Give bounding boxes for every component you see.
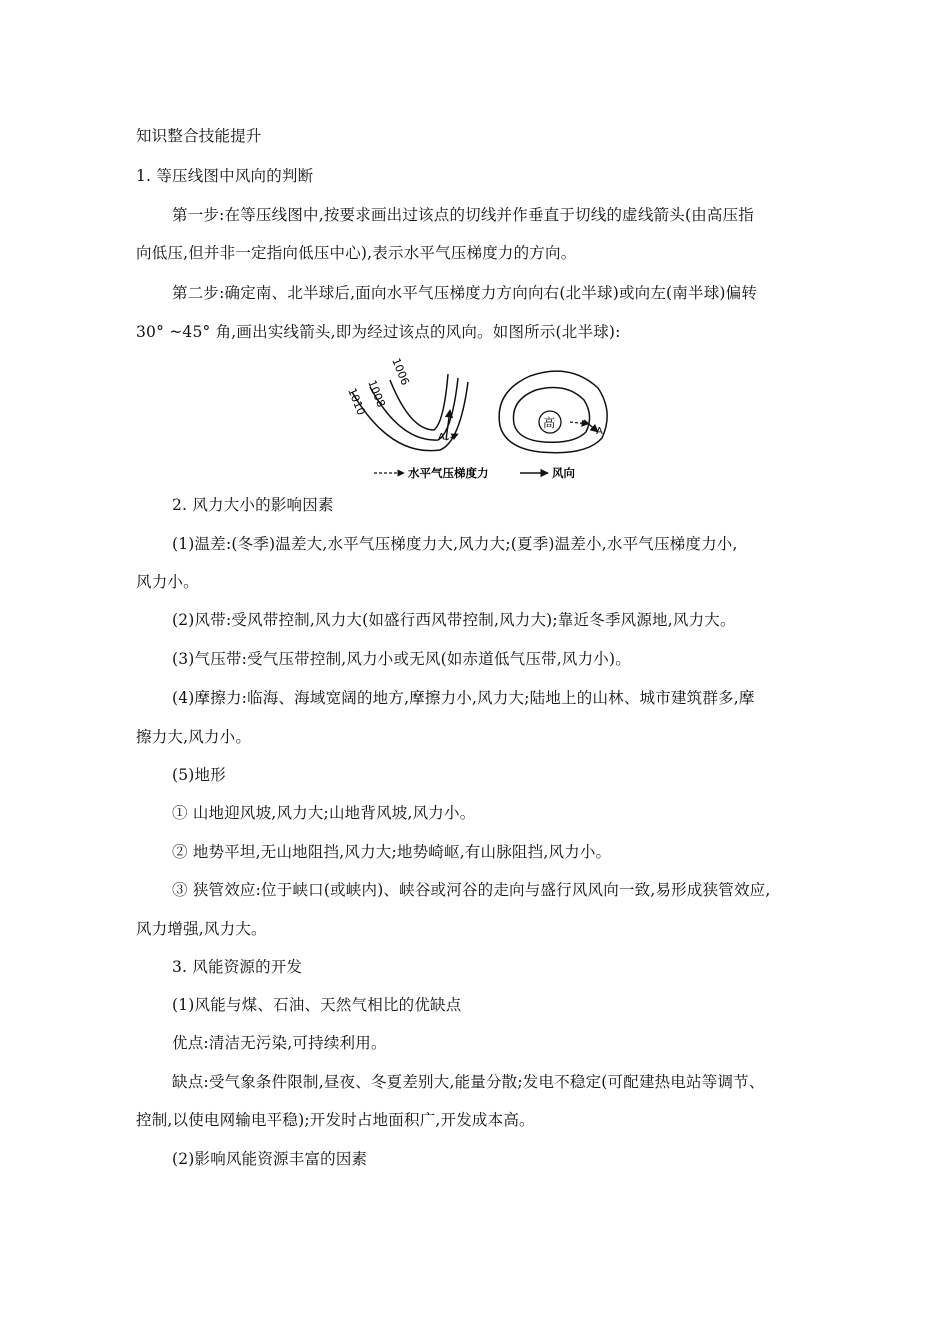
- legend-wind-label: 风向: [552, 466, 575, 480]
- left-wind-arrow: [446, 410, 450, 440]
- isobar-1006-label: 1006: [389, 356, 412, 388]
- s2-terrain-3-line-2: 风力增强,风力大。: [136, 920, 267, 938]
- s1-paragraph-2-line-2: 30° ~45° 角,画出实线箭头,即为经过该点的风向。如图所示(北半球):: [136, 323, 621, 341]
- right-pgf-arrow: [570, 422, 588, 424]
- s2-terrain-1: ① 山地迎风坡,风力大;山地背风坡,风力小。: [172, 804, 476, 822]
- isobar-1008-label: 1008: [365, 378, 388, 410]
- s3-advantages: 优点:清洁无污染,可持续利用。: [172, 1034, 387, 1052]
- s3-disadvantages-line-1: 缺点:受气象条件限制,昼夜、冬夏差别大,能量分散;发电不稳定(可配建热电站等调节、: [172, 1073, 765, 1091]
- s2-item-1-line-2: 风力小。: [136, 573, 199, 591]
- right-point-a-label: A: [596, 426, 603, 437]
- section-1-heading: 1. 等压线图中风向的判断: [136, 167, 314, 185]
- s3-item-2: (2)影响风能资源丰富的因素: [172, 1150, 368, 1168]
- doc-title: 知识整合技能提升: [136, 127, 262, 145]
- s1-paragraph-1-line-1: 第一步:在等压线图中,按要求画出过该点的切线并作垂直于切线的虚线箭头(由高压指: [172, 206, 754, 224]
- section-2-heading: 2. 风力大小的影响因素: [172, 496, 334, 514]
- isobar-wind-diagram: [330, 352, 630, 486]
- s2-item-3: (3)气压带:受气压带控制,风力小或无风(如赤道低气压带,风力小)。: [172, 650, 631, 668]
- s2-terrain-2: ② 地势平坦,无山地阻挡,风力大;地势崎岖,有山脉阻挡,风力小。: [172, 843, 612, 861]
- isobar-1010-label: 1010: [345, 386, 368, 418]
- s3-item-1: (1)风能与煤、石油、天然气相比的优缺点: [172, 996, 462, 1014]
- left-point-a-label: A: [438, 432, 445, 443]
- s1-paragraph-2-line-1: 第二步:确定南、北半球后,面向水平气压梯度力方向向右(北半球)或向左(南半球)偏转: [172, 284, 758, 302]
- s2-item-2: (2)风带:受风带控制,风力大(如盛行西风带控制,风力大);靠近冬季风源地,风力大。: [172, 611, 736, 629]
- s2-item-4-line-1: (4)摩擦力:临海、海域宽阔的地方,摩擦力小,风力大;陆地上的山林、城市建筑群多,摩: [172, 689, 755, 707]
- s2-item-1-line-1: (1)温差:(冬季)温差大,水平气压梯度力大,风力大;(夏季)温差小,水平气压梯度力小,: [172, 535, 738, 553]
- section-3-heading: 3. 风能资源的开发: [172, 958, 303, 976]
- high-center-label: 高: [543, 416, 556, 430]
- s1-paragraph-1-line-2: 向低压,但并非一定指向低压中心),表示水平气压梯度力的方向。: [136, 244, 577, 262]
- s2-item-4-line-2: 擦力大,风力小。: [136, 728, 252, 746]
- s2-item-5: (5)地形: [172, 766, 226, 784]
- legend-pgf-label: 水平气压梯度力: [408, 466, 489, 480]
- s3-disadvantages-line-2: 控制,以使电网输电平稳);开发时占地面积广,开发成本高。: [136, 1111, 535, 1129]
- s2-terrain-3-line-1: ③ 狭管效应:位于峡口(或峡内)、峡谷或河谷的走向与盛行风风向一致,易形成狭管效应,: [172, 881, 771, 899]
- inner-high-isobar: [513, 388, 589, 443]
